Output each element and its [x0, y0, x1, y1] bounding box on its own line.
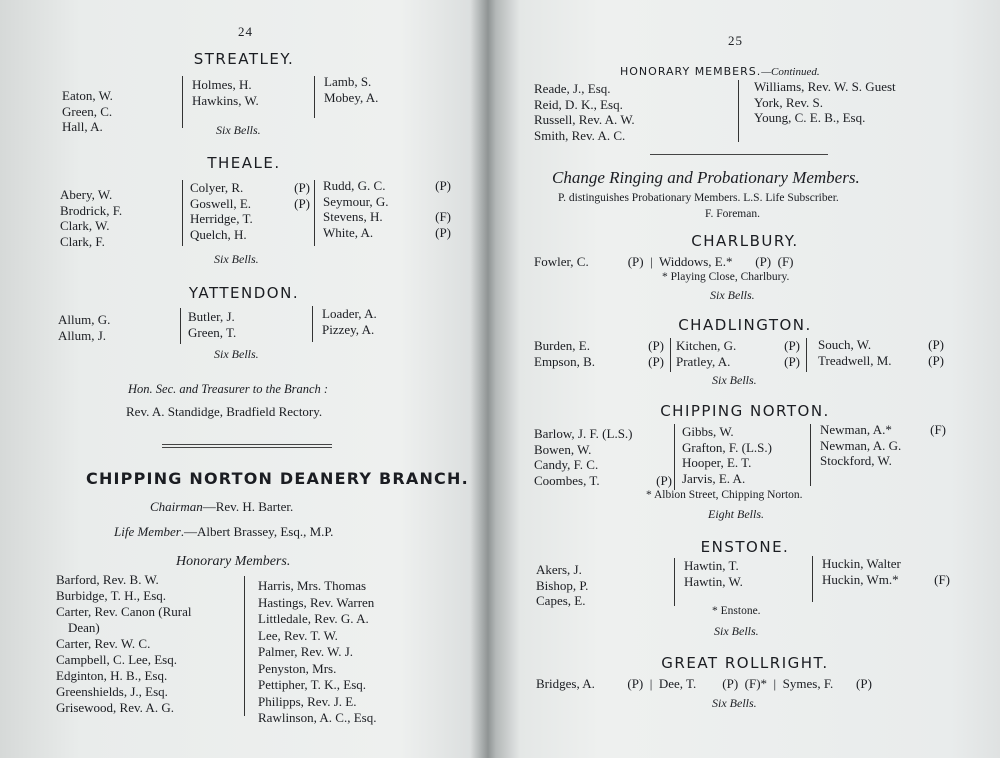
left-page [0, 0, 488, 758]
yattendon-col-2: Butler, J. Green, T. [188, 309, 237, 340]
column-divider [244, 576, 245, 716]
chairman-line: Chairman—Rev. H. Barter. [150, 499, 294, 514]
section-title-chipping-norton: CHIPPING NORTON. [660, 402, 830, 420]
column-divider [182, 76, 183, 128]
page-number: 24 [238, 24, 253, 39]
column-divider [812, 556, 813, 602]
section-title-streatley: STREATLEY. [193, 50, 295, 68]
honorary-cont-col-1: Reade, J., Esq. Reid, D. K., Esq. Russell, Rev. A. W. Smith, Rev. A. C. [534, 81, 635, 143]
enstone-col-1: Akers, J. Bishop, P. Capes, E. [536, 562, 589, 608]
bells-count: Six Bells. [714, 624, 759, 638]
bells-count: Eight Bells. [708, 507, 764, 521]
streatley-col-3: Lamb, S. Mobey, A. [324, 74, 379, 105]
column-divider [674, 424, 675, 490]
section-title-charlbury: CHARLBURY. [691, 232, 799, 250]
honorary-cont-col-2: Williams, Rev. W. S. Guest York, Rev. S. Young, C. E. B., Esq. [754, 79, 896, 125]
honorary-col-2: Harris, Mrs. Thomas Hastings, Rev. Warren Littledale, Rev. G. A. Lee, Rev. T. W. Palmer, Rev. W. J. Penyston, Mrs. Pettipher, T. K., Esq. Philipps, Rev. J. E. Rawlinson, A. C., Esq. [258, 578, 377, 725]
life-member-line: Life Member.—Albert Brassey, Esq., M.P. [114, 524, 334, 539]
chipping-norton-col-2: Gibbs, W. Grafton, F. (L.S.) Hooper, E. T. Jarvis, E. A. [682, 424, 772, 486]
chadlington-col-3: Souch, W. (P) Treadwell, M. (P) [818, 337, 944, 368]
hon-sec-label: Hon. Sec. and Treasurer to the Branch : [128, 382, 329, 396]
column-divider [314, 76, 315, 118]
page-number: 25 [728, 33, 743, 48]
legend-line: P. distinguishes Probationary Members. L.S. Life Subscriber. [558, 192, 839, 204]
column-divider [806, 338, 807, 372]
divider-rule [162, 447, 332, 448]
theale-col-3: Rudd, G. C. (P) Seymour, G. Stevens, H. (F) White, A. (P) [323, 178, 451, 240]
column-divider [312, 306, 313, 342]
yattendon-col-1: Allum, G. Allum, J. [58, 312, 111, 343]
divider-rule [162, 444, 332, 445]
column-divider [674, 558, 675, 606]
divider-rule [650, 154, 828, 155]
column-divider [180, 308, 181, 344]
honorary-members-heading: Honorary Members. [176, 554, 291, 569]
column-divider [810, 424, 811, 486]
honorary-continued-title: HONORARY MEMBERS.—Continued. [620, 65, 820, 78]
enstone-col-2: Hawtin, T. Hawtin, W. [684, 558, 743, 589]
enstone-col-3: Huckin, Walter Huckin, Wm.* (F) [822, 556, 950, 587]
section-title-great-rollright: GREAT ROLLRIGHT. [661, 654, 829, 672]
bells-count: Six Bells. [216, 123, 261, 137]
honorary-col-1: Barford, Rev. B. W. Burbidge, T. H., Esq. Carter, Rev. Canon (Rural Dean) Carter, Rev. W. C. Campbell, C. Lee, Esq. Edginton, H. B., Esq. Greenshields, J., Esq. Grisewood, Rev. A. G. [56, 572, 192, 715]
chadlington-col-2: Kitchen, G. (P) Pratley, A. (P) [676, 338, 800, 369]
enstone-note: * Enstone. [712, 605, 761, 617]
streatley-col-1: Eaton, W. Green, C. Hall, A. [62, 88, 113, 134]
bells-count: Six Bells. [214, 347, 259, 361]
change-ringing-title: Change Ringing and Probationary Members. [552, 168, 860, 187]
column-divider [314, 180, 315, 246]
bells-count: Six Bells. [712, 696, 757, 710]
charlbury-note: * Playing Close, Charlbury. [662, 271, 790, 283]
great-rollright-line: Bridges, A. (P) | Dee, T. (P) (F)* | Symes, F. (P) [536, 676, 872, 691]
chipping-norton-col-3: Newman, A.* (F) Newman, A. G. Stockford, W. [820, 422, 946, 468]
right-page [490, 0, 1000, 758]
theale-col-2: Colyer, R. (P) Goswell, E. (P) Herridge, T. Quelch, H. [190, 180, 310, 242]
bells-count: Six Bells. [710, 288, 755, 302]
column-divider [670, 338, 671, 372]
bells-count: Six Bells. [214, 252, 259, 266]
section-title-theale: THEALE. [207, 154, 281, 172]
streatley-col-2: Holmes, H. Hawkins, W. [192, 77, 259, 108]
yattendon-col-3: Loader, A. Pizzey, A. [322, 306, 377, 337]
section-title-yattendon: YATTENDON. [188, 284, 300, 302]
theale-col-1: Abery, W. Brodrick, F. Clark, W. Clark, F. [60, 187, 123, 249]
column-divider [738, 80, 739, 142]
column-divider [182, 180, 183, 246]
legend-foreman: F. Foreman. [705, 208, 760, 220]
hon-sec-name: Rev. A. Standidge, Bradfield Rectory. [126, 404, 323, 419]
section-title-enstone: ENSTONE. [700, 538, 790, 556]
bells-count: Six Bells. [712, 373, 757, 387]
chipping-norton-col-1: Barlow, J. F. (L.S.) Bowen, W. Candy, F. C. Coombes, T. (P) [534, 426, 672, 488]
charlbury-line: Fowler, C. (P) | Widdows, E.* (P) (F) [534, 254, 794, 269]
chadlington-col-1: Burden, E. (P) Empson, B. (P) [534, 338, 664, 369]
chipping-norton-note: * Albion Street, Chipping Norton. [646, 489, 803, 501]
section-title-chadlington: CHADLINGTON. [678, 316, 812, 334]
branch-title: CHIPPING NORTON DEANERY BRANCH. [86, 469, 469, 488]
